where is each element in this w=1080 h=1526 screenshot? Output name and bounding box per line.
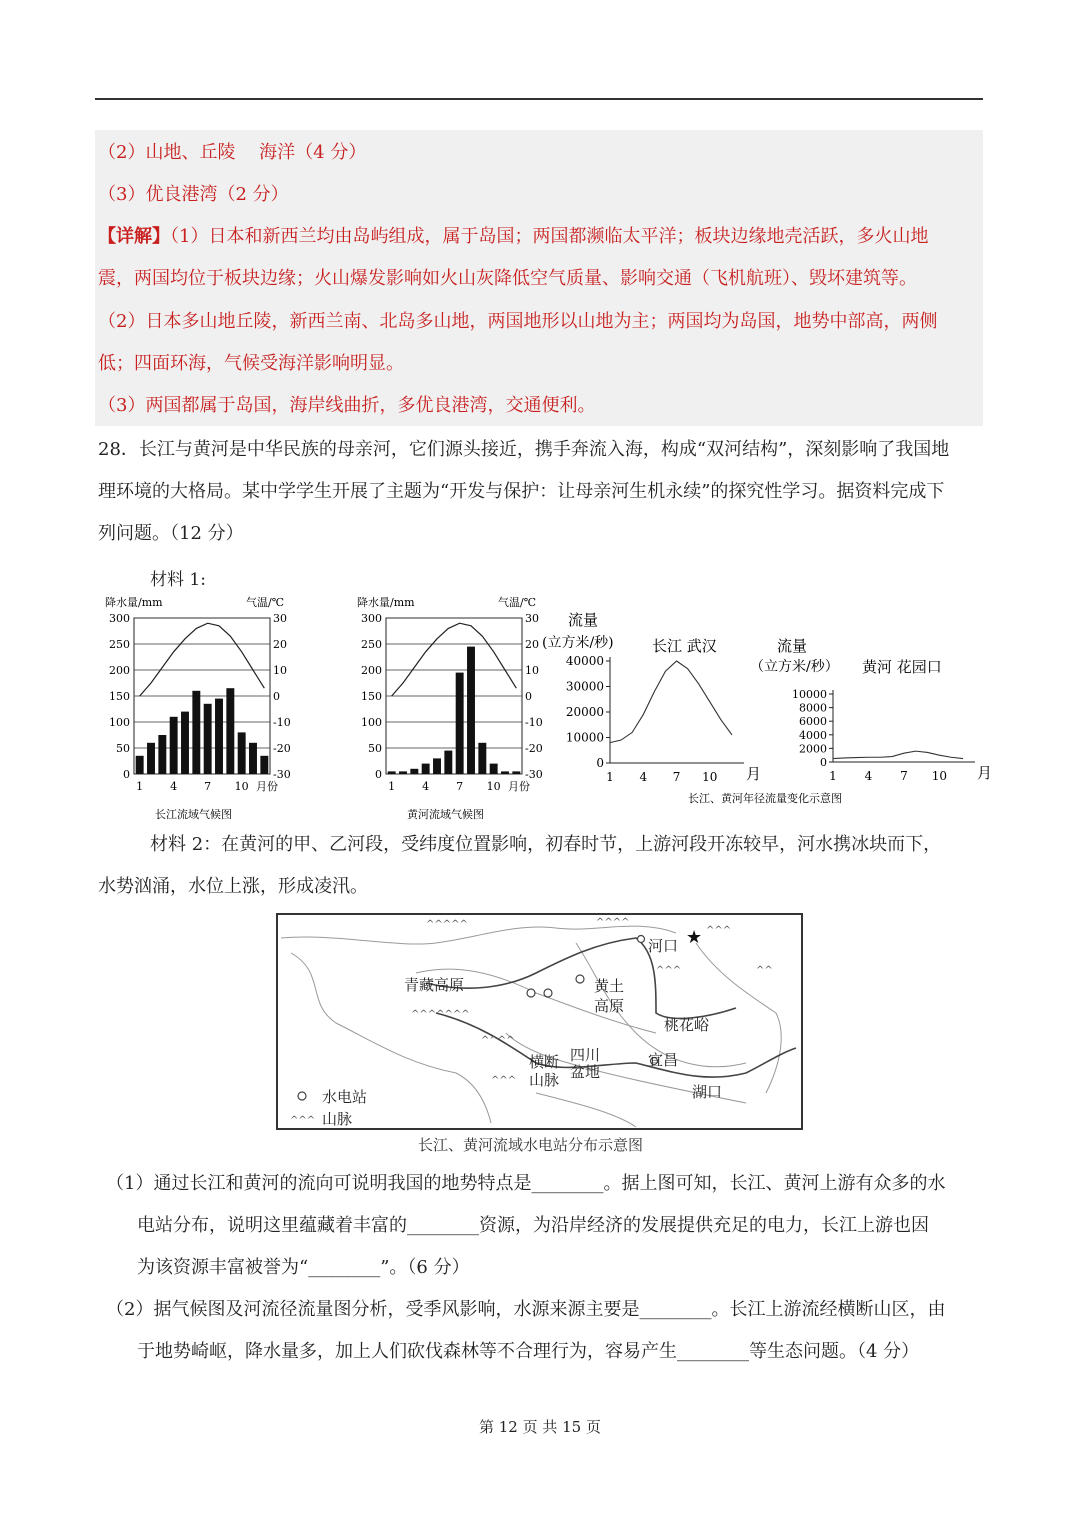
runoff-x-tick-label: 4 bbox=[864, 769, 873, 783]
y-tick-label: 250 bbox=[109, 638, 130, 651]
y2-tick-label: 10 bbox=[525, 664, 539, 677]
map-label-1: 黄土 bbox=[594, 977, 625, 995]
legend-station-label: 水电站 bbox=[322, 1088, 368, 1106]
map-label-0: 青藏高原 bbox=[404, 976, 465, 994]
map-label-5: 横断 bbox=[529, 1053, 560, 1071]
precip-bar bbox=[410, 769, 418, 774]
precip-bar bbox=[399, 771, 407, 774]
temperature-line bbox=[140, 623, 265, 696]
map-label-9: 宜昌 bbox=[648, 1051, 679, 1069]
material-1-label: 材料 1: bbox=[150, 570, 206, 590]
y2-tick-label: -20 bbox=[273, 742, 291, 755]
chart-title: 长江流域气候图 bbox=[155, 808, 232, 821]
x-tick-label: 1 bbox=[388, 780, 396, 793]
y2-tick-label: -20 bbox=[525, 742, 543, 755]
legend-mountain-label: 山脉 bbox=[322, 1110, 353, 1128]
runoff-yunit-0: (立方米/秒) bbox=[542, 635, 614, 651]
y-tick-label: 300 bbox=[109, 612, 130, 625]
runoff-line-0 bbox=[610, 661, 732, 743]
map-label-3: 河口 bbox=[648, 937, 679, 955]
svg-text:^^^^^: ^^^^^ bbox=[426, 919, 468, 930]
y-tick-label: 50 bbox=[368, 742, 382, 755]
y-tick-label: 0 bbox=[375, 768, 382, 781]
precip-bar bbox=[238, 732, 246, 774]
y2-tick-label: 10 bbox=[273, 664, 287, 677]
precip-bar bbox=[181, 712, 189, 774]
x-tick-label: 4 bbox=[170, 780, 178, 793]
runoff-y-tick-label: 40000 bbox=[565, 654, 604, 668]
runoff-caption: 长江、黄河年径流量变化示意图 bbox=[688, 792, 842, 805]
y-tick-label: 100 bbox=[361, 716, 382, 729]
runoff-y-tick-label: 4000 bbox=[799, 728, 827, 742]
y-tick-label: 100 bbox=[109, 716, 130, 729]
sub-question-2-line2: 于地势崎岖，降水量多，加上人们砍伐森林等不合理行为，容易产生________等生态问题。（4 分） bbox=[137, 1341, 920, 1362]
yangtze-climate-chart bbox=[100, 592, 300, 822]
runoff-x-axis-label: 月 bbox=[977, 764, 993, 782]
precip-bar bbox=[456, 673, 464, 774]
precip-bar bbox=[226, 688, 234, 774]
svg-text:^^^: ^^^ bbox=[706, 925, 732, 936]
map-label-10: 湖口 bbox=[692, 1083, 723, 1101]
y-tick-label: 150 bbox=[361, 690, 382, 703]
y2-tick-label: -30 bbox=[273, 768, 291, 781]
runoff-line-1 bbox=[833, 751, 963, 758]
runoff-x-tick-label: 4 bbox=[639, 770, 648, 784]
precip-bar bbox=[467, 647, 475, 774]
question-28-line1: 28．长江与黄河是中华民族的母亲河，它们源头接近，携手奔流入海，构成“双河结构”，深刻影响了我国地 bbox=[98, 439, 950, 460]
precip-bar bbox=[249, 743, 257, 774]
svg-text:^^^^: ^^^^ bbox=[481, 1035, 515, 1046]
svg-text:^^^: ^^^ bbox=[656, 965, 682, 976]
chart-title: 黄河流域气候图 bbox=[407, 808, 484, 821]
detail-2a: （2）日本多山地丘陵，新西兰南、北岛多山地，两国地形以山地为主；两国均为岛国，地势中部高，两侧 bbox=[98, 311, 938, 332]
sub-question-2-line1: （2）据气候图及河流径流量图分析，受季风影响，水源来源主要是________。长江上游流经横断山区，由 bbox=[106, 1299, 946, 1320]
x-axis-label: 月份 bbox=[508, 780, 530, 793]
precip-axis-label: 降水量/mm bbox=[105, 596, 163, 609]
answer-2: （2）山地、丘陵 海洋（4 分） bbox=[98, 142, 367, 163]
y-tick-label: 200 bbox=[361, 664, 382, 677]
x-axis-label: 月份 bbox=[256, 780, 278, 793]
runoff-y-tick-label: 10000 bbox=[565, 730, 604, 745]
y-tick-label: 200 bbox=[109, 664, 130, 677]
y-tick-label: 300 bbox=[361, 612, 382, 625]
y2-tick-label: -30 bbox=[525, 768, 543, 781]
detail-3: （3）两国都属于岛国，海岸线曲折，多优良港湾，交通便利。 bbox=[98, 395, 596, 416]
x-tick-label: 1 bbox=[136, 780, 144, 793]
runoff-y-tick-label: 6000 bbox=[799, 715, 827, 729]
y-tick-label: 150 bbox=[109, 690, 130, 703]
map-label-2: 高原 bbox=[594, 997, 625, 1015]
x-tick-label: 7 bbox=[456, 780, 464, 793]
precip-bar bbox=[215, 699, 223, 774]
river-basin-map bbox=[276, 913, 804, 1131]
y2-tick-label: 20 bbox=[273, 638, 287, 651]
map-label-4: 桃花峪 bbox=[664, 1016, 710, 1034]
y2-tick-label: -10 bbox=[525, 716, 543, 729]
map-label-6: 山脉 bbox=[529, 1071, 560, 1089]
material-2-line1: 材料 2：在黄河的甲、乙河段，受纬度位置影响，初春时节，上游河段开冻较早，河水携冰块而下， bbox=[150, 834, 942, 855]
precip-bar bbox=[422, 764, 430, 774]
page-footer: 第 12 页 共 15 页 bbox=[478, 1418, 601, 1436]
precip-bar bbox=[490, 764, 498, 774]
precip-bar bbox=[192, 691, 200, 774]
precip-bar bbox=[147, 743, 155, 774]
runoff-x-tick-label: 10 bbox=[931, 769, 948, 783]
precip-bar bbox=[478, 743, 486, 774]
precip-bar bbox=[388, 771, 396, 774]
runoff-x-tick-label: 1 bbox=[606, 770, 614, 784]
sub-question-1-line2: 电站分布，说明这里蕴藏着丰富的________资源，为沿岸经济的发展提供充足的电力，长江上游也因 bbox=[137, 1215, 929, 1236]
sub-question-1-line1: （1）通过长江和黄河的流向可说明我国的地势特点是________。据上图可知，长江、黄河上游有众多的水 bbox=[106, 1173, 946, 1194]
runoff-x-axis-label: 月 bbox=[746, 765, 762, 783]
detail-1b: 震，两国均位于板块边缘；火山爆发影响如火山灰降低空气质量、影响交通（飞机航班）、毁坏建筑等。 bbox=[98, 268, 917, 289]
precip-bar bbox=[444, 751, 452, 774]
question-28-line3: 列问题。（12 分） bbox=[98, 523, 244, 544]
precip-bar bbox=[260, 756, 268, 774]
precip-bar bbox=[158, 735, 166, 774]
y2-tick-label: 20 bbox=[525, 638, 539, 651]
runoff-x-tick-label: 7 bbox=[672, 770, 681, 784]
x-tick-label: 10 bbox=[486, 780, 501, 793]
runoff-x-tick-label: 7 bbox=[900, 769, 908, 783]
y2-tick-label: 30 bbox=[273, 612, 287, 625]
precip-bar bbox=[136, 756, 144, 774]
runoff-x-tick-label: 10 bbox=[702, 770, 718, 784]
x-tick-label: 10 bbox=[234, 780, 249, 793]
y-tick-label: 0 bbox=[123, 768, 130, 781]
precip-bar bbox=[170, 717, 178, 774]
map-caption: 长江、黄河流域水电站分布示意图 bbox=[418, 1136, 644, 1154]
y2-tick-label: -10 bbox=[273, 716, 291, 729]
sub-question-1-line3: 为该资源丰富被誉为“________”。（6 分） bbox=[137, 1257, 470, 1278]
yellow-river-climate-chart bbox=[352, 592, 552, 822]
precip-bar bbox=[433, 758, 441, 774]
map-label-8: 盆地 bbox=[570, 1063, 601, 1081]
x-tick-label: 4 bbox=[422, 780, 430, 793]
y-tick-label: 50 bbox=[116, 742, 130, 755]
temp-axis-label: 气温/℃ bbox=[246, 596, 285, 609]
precip-bar bbox=[204, 704, 212, 774]
runoff-yunit-1: （立方米/秒） bbox=[750, 659, 839, 675]
runoff-y-tick-label: 10000 bbox=[792, 688, 827, 701]
runoff-y-tick-label: 0 bbox=[820, 756, 827, 769]
y2-tick-label: 30 bbox=[525, 612, 539, 625]
svg-text:^^^^: ^^^^ bbox=[596, 917, 630, 928]
y2-tick-label: 0 bbox=[525, 690, 532, 703]
precip-axis-label: 降水量/mm bbox=[357, 596, 415, 609]
x-tick-label: 7 bbox=[204, 780, 212, 793]
capital-star-icon: ★ bbox=[686, 927, 703, 948]
header-rule bbox=[95, 98, 983, 100]
runoff-ylabel-0: 流量 bbox=[568, 611, 599, 629]
runoff-y-tick-label: 30000 bbox=[565, 679, 604, 694]
question-28-line2: 理环境的大格局。某中学学生开展了主题为“开发与保护：让母亲河生机永续”的探究性学习。据资料完成下 bbox=[98, 481, 945, 502]
svg-text:^^^: ^^^ bbox=[290, 1115, 316, 1126]
runoff-y-tick-label: 8000 bbox=[799, 701, 827, 715]
runoff-title-1: 黄河 花园口 bbox=[862, 658, 942, 676]
runoff-ylabel-1: 流量 bbox=[777, 637, 808, 655]
runoff-title-0: 长江 武汉 bbox=[652, 637, 717, 655]
y2-tick-label: 0 bbox=[273, 690, 280, 703]
precip-bar bbox=[512, 771, 520, 774]
temp-axis-label: 气温/℃ bbox=[498, 596, 537, 609]
detail-line-1 bbox=[98, 225, 928, 249]
detail-2b: 低；四面环海，气候受海洋影响明显。 bbox=[98, 353, 404, 374]
precip-bar bbox=[501, 771, 509, 774]
svg-text:^^: ^^ bbox=[756, 965, 773, 976]
detail-tag: 【详解】 bbox=[98, 226, 170, 247]
runoff-x-tick-label: 1 bbox=[829, 769, 837, 783]
detail-1a: （1）日本和新西兰均由岛屿组成，属于岛国；两国都濒临太平洋；板块边缘地壳活跃，多火山地 bbox=[170, 226, 929, 247]
temperature-line bbox=[392, 623, 517, 696]
material-2-line2: 水势汹涌，水位上涨，形成凌汛。 bbox=[98, 876, 368, 897]
svg-text:^^^^^^^: ^^^^^^^ bbox=[411, 1009, 470, 1020]
svg-text:^^^: ^^^ bbox=[491, 1075, 517, 1086]
runoff-y-tick-label: 2000 bbox=[799, 742, 827, 756]
runoff-y-tick-label: 0 bbox=[596, 756, 604, 770]
map-label-7: 四川 bbox=[570, 1046, 601, 1064]
runoff-charts bbox=[540, 605, 993, 815]
runoff-y-tick-label: 20000 bbox=[565, 705, 604, 719]
y-tick-label: 250 bbox=[361, 638, 382, 651]
answer-3: （3）优良港湾（2 分） bbox=[98, 184, 289, 205]
